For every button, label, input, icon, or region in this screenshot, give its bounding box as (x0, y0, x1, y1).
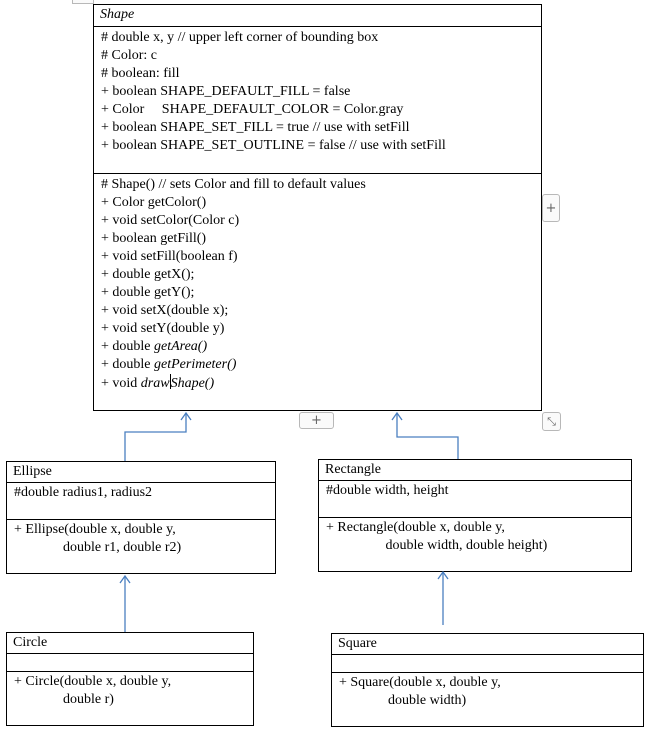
circle-class-name: Circle (13, 635, 48, 650)
ellipse-to-shape-connector (125, 413, 186, 461)
ellipse-method: double r1, double r2) (14, 540, 182, 555)
method-prefix: + double (101, 339, 154, 354)
shape-attr: + boolean SHAPE_SET_OUTLINE = false // use with setFill (101, 138, 446, 153)
shape-method: + void setFill(boolean f) (101, 249, 238, 264)
circle-method: double r) (14, 692, 114, 707)
shape-attr: + boolean SHAPE_DEFAULT_FILL = false (101, 84, 351, 99)
add-right-button[interactable]: + (542, 194, 560, 222)
circle-method: + Circle(double x, double y, (14, 674, 172, 689)
rectangle-attr: #double width, height (326, 483, 449, 498)
rectangle-method: + Rectangle(double x, double y, (326, 520, 505, 535)
method-prefix: + double (101, 357, 154, 372)
method-name: getPerimeter() (154, 357, 237, 372)
square-method: double width) (339, 693, 467, 708)
method-name: draw (140, 376, 170, 391)
ellipse-attr: #double radius1, radius2 (14, 485, 153, 500)
ellipse-method: + Ellipse(double x, double y, (14, 522, 176, 537)
shape-method: + void setX(double x); (101, 303, 229, 318)
shape-method: + Color getColor() (101, 195, 207, 210)
add-below-button[interactable]: + (299, 412, 334, 429)
square-method: + Square(double x, double y, (339, 675, 501, 690)
rectangle-to-shape-connector (397, 413, 458, 459)
rectangle-method: double width, double height) (326, 538, 548, 553)
method-prefix: + void (101, 376, 141, 391)
method-name: Shape() (170, 376, 215, 391)
shape-attr: # double x, y // upper left corner of bounding box (101, 30, 379, 45)
square-class-name: Square (338, 636, 377, 651)
shape-attr: # boolean: fill (101, 66, 180, 81)
shape-method: + void setY(double y) (101, 321, 225, 336)
resize-handle-icon[interactable]: ⤡ (542, 412, 561, 431)
shape-method: + double getX(); (101, 267, 195, 282)
rectangle-class-name: Rectangle (325, 462, 381, 477)
shape-attr: + boolean SHAPE_SET_FILL = true // use with setFill (101, 120, 410, 135)
shape-method: + double getY(); (101, 285, 195, 300)
ellipse-class-name: Ellipse (13, 464, 52, 479)
shape-class-name: Shape (100, 7, 135, 22)
shape-method: + boolean getFill() (101, 231, 207, 246)
method-name: getArea() (154, 339, 208, 354)
shape-method: # Shape() // sets Color and fill to default values (101, 177, 366, 192)
shape-attr: + Color SHAPE_DEFAULT_COLOR = Color.gray (101, 102, 404, 117)
shape-method: + void setColor(Color c) (101, 213, 240, 228)
shape-attr: # Color: c (101, 48, 157, 63)
